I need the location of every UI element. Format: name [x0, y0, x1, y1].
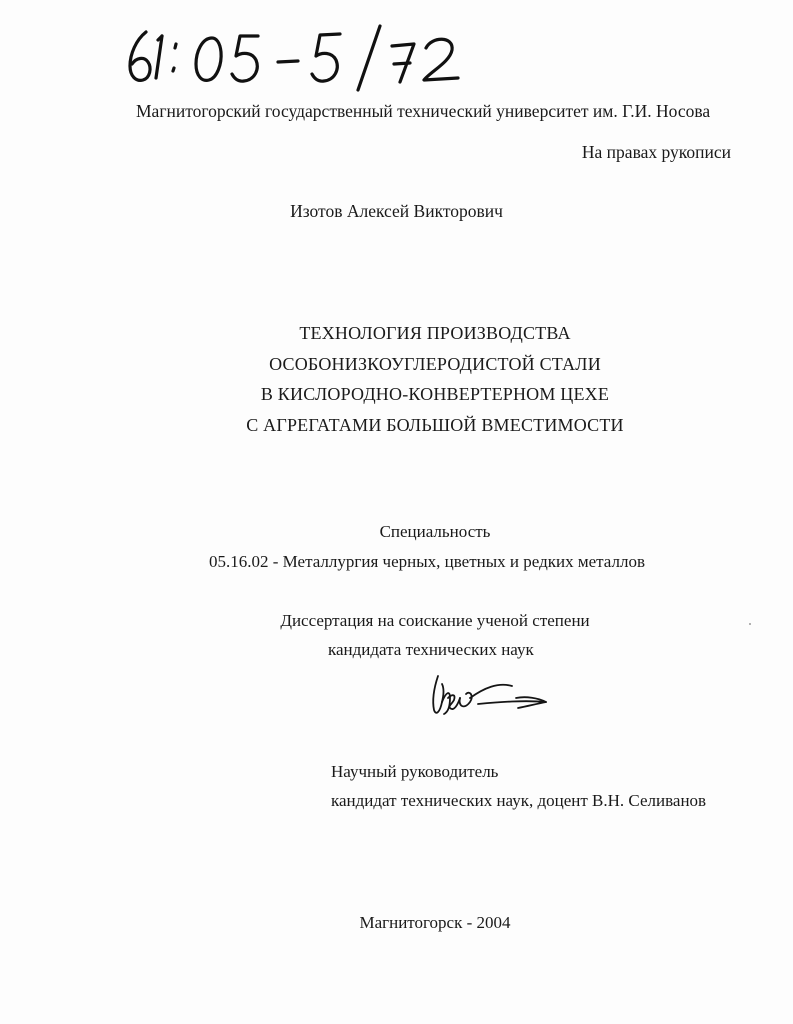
signature-drawing [420, 668, 555, 723]
city-and-year: Магнитогорск - 2004 [359, 913, 511, 932]
advisor-name: кандидат технических наук, доцент В.Н. Селиванов [331, 791, 707, 810]
advisor-label: Научный руководитель [331, 762, 499, 781]
title-line: ОСОБОНИЗКОУГЛЕРОДИСТОЙ СТАЛИ [269, 353, 601, 374]
university-name: Магнитогорский государственный технический университет им. Г.И. Носова [136, 101, 711, 121]
title-line: ТЕХНОЛОГИЯ ПРОИЗВОДСТВА [299, 323, 571, 343]
handwritten-code-drawing [118, 18, 478, 98]
academic-degree: кандидата технических наук [328, 640, 534, 659]
dissertation-title [0, 318, 793, 440]
handwritten-archive-code [118, 18, 478, 98]
specialty-label: Специальность [379, 522, 491, 541]
dissertation-purpose: Диссертация на соискание ученой степени [280, 611, 590, 630]
title-line: В КИСЛОРОДНО-КОНВЕРТЕРНОМ ЦЕХЕ [260, 384, 610, 404]
scan-speck [749, 623, 751, 625]
author-name: Изотов Алексей Викторович [290, 201, 503, 221]
specialty-code-and-name: 05.16.02 - Металлургия черных, цветных и редких металлов [209, 552, 645, 571]
manuscript-rights-note: На правах рукописи [581, 142, 731, 162]
title-line: С АГРЕГАТАМИ БОЛЬШОЙ ВМЕСТИМОСТИ [246, 414, 624, 435]
author-signature [420, 668, 555, 723]
